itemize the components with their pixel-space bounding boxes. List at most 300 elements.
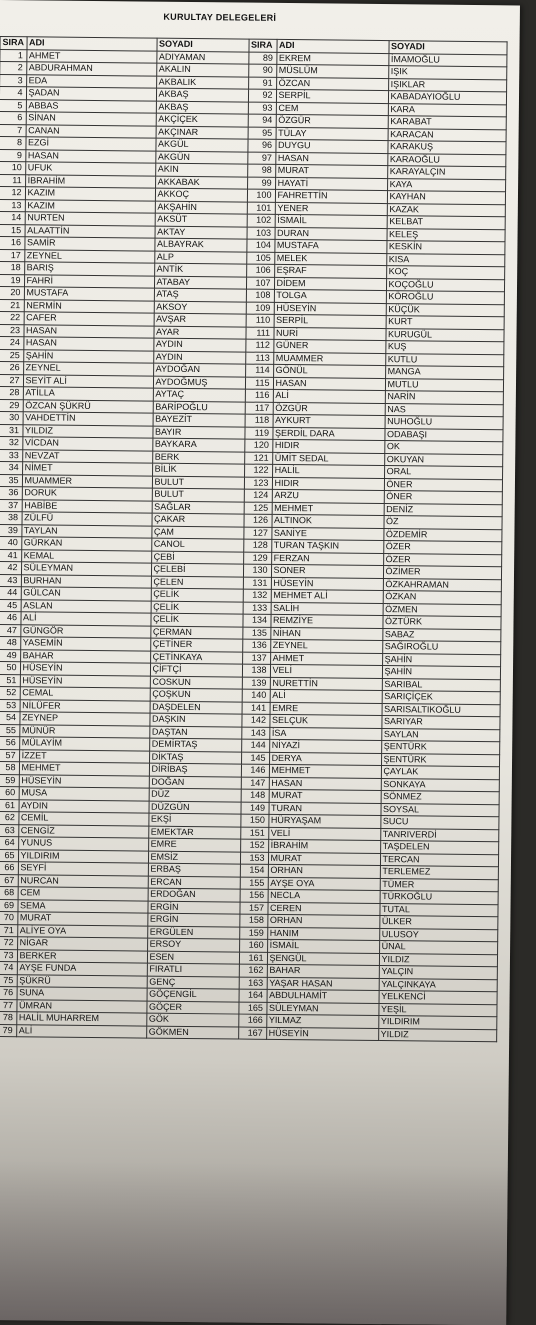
cell-no-right: 127	[243, 527, 271, 540]
cell-surname-right: SUCU	[380, 816, 498, 830]
cell-name-left: ŞÜKRÜ	[17, 974, 147, 988]
cell-no-right: 118	[245, 414, 273, 427]
cell-surname-left: DAŞDELEN	[150, 701, 242, 714]
cell-name-right: NURİ	[273, 327, 385, 341]
cell-name-right: ABDULHAMİT	[267, 989, 379, 1003]
cell-surname-left: DÜZGÜN	[149, 801, 241, 814]
cell-name-right: İSMAİL	[275, 214, 387, 228]
cell-name-right: ÖZGÜR	[276, 114, 388, 128]
cell-surname-left: BULUT	[152, 488, 244, 501]
cell-name-right: EMRE	[270, 702, 382, 716]
cell-name-right: MÜSLÜM	[276, 64, 388, 78]
cell-surname-left: EKŞİ	[148, 813, 240, 826]
cell-name-right: TOLGA	[274, 289, 386, 303]
cell-no-left: 75	[0, 974, 17, 987]
cell-no-left: 67	[0, 874, 18, 887]
cell-surname-left: ALBAYRAK	[154, 238, 246, 251]
cell-no-left: 27	[0, 374, 23, 387]
cell-no-left: 48	[0, 636, 20, 649]
cell-surname-left: AKKOÇ	[155, 188, 247, 201]
cell-name-right: MEHMET	[272, 502, 384, 516]
cell-name-right: İBRAHİM	[268, 839, 380, 853]
cell-surname-right: KESKİN	[386, 241, 504, 255]
cell-name-right: MEHMET	[269, 764, 381, 778]
cell-no-right: 153	[240, 852, 268, 865]
cell-surname-left: ANTİK	[154, 263, 246, 276]
cell-surname-right: ŞAHİN	[382, 653, 500, 667]
cell-name-right: ALTINOK	[272, 514, 384, 528]
cell-no-left: 7	[0, 124, 26, 137]
cell-name-right: CEREN	[267, 902, 379, 916]
cell-surname-left: AKŞAHİN	[155, 201, 247, 214]
cell-surname-right: KARABAT	[388, 116, 506, 130]
cell-no-left: 71	[0, 924, 17, 937]
cell-surname-right: SARIYAR	[381, 716, 499, 730]
cell-no-right: 143	[241, 727, 269, 740]
cell-surname-left: AYAR	[153, 326, 245, 339]
cell-surname-left: DİKTAŞ	[149, 751, 241, 764]
cell-surname-left: EMSİZ	[148, 851, 240, 864]
cell-no-left: 19	[0, 274, 24, 287]
cell-no-right: 114	[245, 364, 273, 377]
cell-name-left: YILDIRIM	[18, 849, 148, 863]
cell-name-left: MÜLAYİM	[19, 737, 149, 751]
cell-name-left: TAYLAN	[21, 524, 151, 538]
cell-name-left: VİCDAN	[22, 437, 152, 451]
cell-no-right: 116	[245, 389, 273, 402]
cell-no-left: 72	[0, 936, 17, 949]
cell-no-left: 34	[0, 461, 22, 474]
cell-no-right: 147	[241, 777, 269, 790]
cell-name-right: HÜRYAŞAM	[268, 814, 380, 828]
cell-surname-right: ÖZKAN	[383, 591, 501, 605]
cell-surname-left: ERGİN	[147, 913, 239, 926]
cell-no-left: 12	[0, 186, 25, 199]
cell-no-right: 128	[243, 539, 271, 552]
cell-name-left: ALİ	[20, 612, 150, 626]
cell-name-right: REMZİYE	[270, 614, 382, 628]
cell-name-left: GÜRKAN	[21, 537, 151, 551]
cell-name-left: MURAT	[17, 912, 147, 926]
cell-name-left: FAHRİ	[24, 274, 154, 288]
cell-no-left: 14	[0, 211, 25, 224]
cell-no-left: 56	[0, 736, 19, 749]
cell-name-left: SİNAN	[26, 112, 156, 126]
cell-no-right: 158	[239, 914, 267, 927]
cell-name-right: TURAN	[269, 802, 381, 816]
cell-name-right: HIDIR	[272, 439, 384, 453]
cell-no-left: 18	[0, 261, 24, 274]
cell-no-right: 138	[242, 664, 270, 677]
cell-name-right: ÜMİT SEDAL	[272, 452, 384, 466]
cell-name-right: HÜSEYİN	[271, 577, 383, 591]
cell-surname-right: TÜMER	[380, 878, 498, 892]
cell-no-left: 66	[0, 861, 18, 874]
cell-no-right: 104	[246, 239, 274, 252]
cell-surname-right: TUTAL	[379, 903, 497, 917]
cell-surname-left: ÇELEBİ	[151, 563, 243, 576]
cell-surname-right: TERLEMEZ	[380, 866, 498, 880]
cell-no-left: 70	[0, 911, 17, 924]
cell-name-right: EŞRAF	[274, 264, 386, 278]
cell-no-left: 29	[0, 399, 23, 412]
cell-name-left: ZEYNEL	[23, 362, 153, 376]
cell-name-left: CEM	[18, 887, 148, 901]
cell-name-left: MUSTAFA	[24, 287, 154, 301]
cell-no-left: 69	[0, 899, 18, 912]
cell-surname-left: ÇELİK	[151, 588, 243, 601]
cell-surname-left: ATABAY	[154, 276, 246, 289]
cell-name-left: UFUK	[25, 162, 155, 176]
cell-name-left: HASAN	[23, 337, 153, 351]
cell-no-right: 165	[238, 1002, 266, 1015]
cell-name-left: ZÜLFÜ	[22, 512, 152, 526]
cell-surname-right: ŞAHİN	[382, 666, 500, 680]
cell-surname-right: ORAL	[384, 466, 502, 480]
cell-no-right: 122	[244, 464, 272, 477]
cell-no-left: 44	[0, 586, 21, 599]
cell-surname-left: ADIYAMAN	[156, 51, 248, 64]
cell-surname-right: OK	[384, 441, 502, 455]
cell-name-left: YUNUS	[18, 837, 148, 851]
cell-surname-left: AKIN	[155, 163, 247, 176]
cell-surname-left: ÇELİK	[150, 613, 242, 626]
cell-no-left: 9	[0, 149, 25, 162]
cell-no-right: 162	[239, 964, 267, 977]
cell-no-left: 39	[0, 524, 22, 537]
cell-surname-right: KOÇOĞLU	[386, 278, 504, 292]
cell-no-left: 22	[0, 311, 24, 324]
cell-no-left: 37	[0, 499, 22, 512]
cell-name-right: ALİ	[270, 689, 382, 703]
cell-name-right: MUAMMER	[273, 352, 385, 366]
cell-no-right: 106	[246, 264, 274, 277]
cell-no-right: 91	[248, 77, 276, 90]
delegates-table	[0, 36, 507, 1042]
cell-no-right: 130	[243, 564, 271, 577]
cell-no-left: 35	[0, 474, 22, 487]
cell-no-right: 112	[245, 339, 273, 352]
cell-surname-left: ERDOĞAN	[148, 888, 240, 901]
cell-name-right: SANİYE	[271, 527, 383, 541]
cell-no-left: 10	[0, 161, 25, 174]
cell-surname-right: KÖROĞLU	[386, 291, 504, 305]
cell-name-left: İBRAHİM	[25, 174, 155, 188]
cell-no-left: 5	[0, 99, 26, 112]
header-surname-right: SOYADI	[388, 41, 506, 55]
cell-name-left: SUNA	[17, 987, 147, 1001]
cell-name-left: HABİBE	[22, 499, 152, 513]
cell-surname-right: TÜRKOĞLU	[380, 891, 498, 905]
cell-name-left: ALİYE OYA	[17, 924, 147, 938]
cell-name-left: MÜNÜR	[19, 724, 149, 738]
cell-surname-right: ÖZKAHRAMAN	[383, 578, 501, 592]
cell-no-left: 2	[0, 62, 26, 75]
cell-surname-left: BERK	[152, 451, 244, 464]
cell-no-right: 154	[240, 864, 268, 877]
cell-name-right: FERZAN	[271, 552, 383, 566]
cell-no-left: 78	[0, 1011, 16, 1024]
cell-surname-left: AKSÜT	[155, 213, 247, 226]
cell-surname-right: ÖZER	[383, 541, 501, 555]
cell-surname-left: AKTAY	[155, 226, 247, 239]
cell-name-right: GÜNER	[273, 339, 385, 353]
cell-name-right: SALİH	[271, 602, 383, 616]
cell-name-right: ORHAN	[268, 864, 380, 878]
cell-surname-right: ULUSOY	[379, 928, 497, 942]
cell-name-right: İSA	[269, 727, 381, 741]
cell-surname-left: ÇERMAN	[150, 626, 242, 639]
cell-surname-left: ÇAKAR	[152, 513, 244, 526]
cell-surname-left: ÇETİNKAYA	[150, 651, 242, 664]
cell-name-left: ALİ	[16, 1024, 146, 1038]
cell-no-left: 4	[0, 87, 26, 100]
cell-surname-left: AKBAŞ	[156, 101, 248, 114]
cell-no-left: 3	[0, 74, 26, 87]
cell-surname-right: KÜÇÜK	[386, 303, 504, 317]
cell-name-right: NECLA	[268, 889, 380, 903]
cell-surname-right: IŞIK	[388, 66, 506, 80]
cell-no-right: 90	[248, 64, 276, 77]
cell-surname-left: DAŞKIN	[149, 713, 241, 726]
cell-surname-left: BAYKARA	[152, 438, 244, 451]
cell-surname-right: KAYA	[387, 178, 505, 192]
cell-name-right: EKREM	[276, 52, 388, 66]
cell-surname-right: ÖNER	[384, 491, 502, 505]
cell-no-left: 55	[0, 724, 19, 737]
cell-no-left: 45	[0, 599, 21, 612]
cell-surname-right: İMAMOĞLU	[388, 53, 506, 67]
cell-surname-right: SARISALTIKOĞLU	[382, 703, 500, 717]
cell-no-right: 89	[248, 52, 276, 65]
cell-surname-left: AKALIN	[156, 63, 248, 76]
cell-surname-right: KARA	[388, 103, 506, 117]
cell-name-right: SONER	[271, 564, 383, 578]
cell-name-left: ATİLLA	[23, 387, 153, 401]
cell-name-right: ŞERDİL DARA	[272, 427, 384, 441]
cell-surname-left: ERGÜLEN	[147, 926, 239, 939]
cell-name-right: DURAN	[275, 227, 387, 241]
cell-surname-right: ÖZER	[383, 553, 501, 567]
cell-no-left: 77	[0, 999, 17, 1012]
cell-name-left: VAHDETTİN	[23, 412, 153, 426]
cell-surname-right: KABADAYIOĞLU	[388, 91, 506, 105]
cell-name-left: ZEYNEP	[19, 712, 149, 726]
cell-name-left: YASEMİN	[20, 637, 150, 651]
cell-no-right: 94	[248, 114, 276, 127]
cell-name-left: EDA	[26, 74, 156, 88]
cell-no-left: 46	[0, 611, 21, 624]
cell-no-right: 164	[239, 989, 267, 1002]
cell-name-left: CENGİZ	[18, 824, 148, 838]
cell-no-left: 49	[0, 649, 20, 662]
cell-surname-left: AKBAŞ	[156, 88, 248, 101]
cell-surname-left: ÇELEN	[151, 576, 243, 589]
cell-name-right: HÜSEYİN	[266, 1027, 378, 1041]
cell-no-left: 1	[0, 49, 27, 62]
cell-name-left: SEYİT ALİ	[23, 374, 153, 388]
cell-no-left: 53	[0, 699, 20, 712]
cell-surname-left: AKÇİÇEK	[156, 113, 248, 126]
cell-surname-left: GENÇ	[147, 976, 239, 989]
cell-surname-right: KARAYALÇIN	[387, 166, 505, 180]
cell-name-right: SÜLEYMAN	[266, 1002, 378, 1016]
cell-surname-right: ÖZ	[384, 516, 502, 530]
cell-no-right: 108	[246, 289, 274, 302]
cell-name-right: YENER	[275, 202, 387, 216]
cell-surname-left: AKÇINAR	[156, 126, 248, 139]
cell-no-left: 47	[0, 624, 20, 637]
cell-no-left: 24	[0, 336, 23, 349]
cell-surname-left: COSKUN	[150, 676, 242, 689]
cell-name-left: AYŞE FUNDA	[17, 962, 147, 976]
cell-surname-right: MANGA	[385, 366, 503, 380]
cell-name-left: SEYFİ	[18, 862, 148, 876]
cell-surname-left: ÇAM	[151, 526, 243, 539]
cell-name-right: HASAN	[273, 377, 385, 391]
cell-no-right: 119	[244, 427, 272, 440]
cell-no-right: 131	[243, 577, 271, 590]
cell-surname-right: SOYSAL	[380, 803, 498, 817]
cell-name-left: NİGAR	[17, 937, 147, 951]
cell-surname-right: TAŞDELEN	[380, 841, 498, 855]
cell-name-right: ŞENGÜL	[267, 952, 379, 966]
cell-surname-left: AKBALIK	[156, 76, 248, 89]
cell-no-right: 111	[245, 327, 273, 340]
cell-name-left: MUSA	[19, 787, 149, 801]
cell-name-left: SEMA	[17, 899, 147, 913]
cell-name-left: ÖZCAN ŞÜKRÜ	[23, 399, 153, 413]
page-title: KURULTAY DELEGELERİ	[163, 11, 277, 23]
cell-no-left: 16	[0, 236, 25, 249]
cell-name-left: ZEYNEL	[24, 249, 154, 263]
cell-surname-left: EMEKTAR	[148, 826, 240, 839]
cell-no-right: 132	[243, 589, 271, 602]
cell-no-left: 23	[0, 324, 24, 337]
cell-no-right: 98	[247, 164, 275, 177]
cell-name-left: SÜLEYMAN	[21, 562, 151, 576]
cell-no-left: 15	[0, 224, 25, 237]
cell-surname-right: ÖZTÜRK	[382, 616, 500, 630]
cell-name-left: KEMAL	[21, 549, 151, 563]
cell-name-right: CEM	[276, 102, 388, 116]
cell-surname-left: ALP	[154, 251, 246, 264]
cell-name-right: MEHMET ALİ	[271, 589, 383, 603]
header-surname-left: SOYADI	[156, 38, 248, 51]
cell-surname-left: AKSOY	[154, 301, 246, 314]
cell-surname-left: CANOL	[151, 538, 243, 551]
cell-surname-right: YELKENCİ	[379, 991, 497, 1005]
cell-no-left: 21	[0, 299, 24, 312]
cell-surname-left: ESEN	[147, 951, 239, 964]
cell-no-right: 145	[241, 752, 269, 765]
cell-surname-right: SONKAYA	[381, 778, 499, 792]
cell-no-left: 51	[0, 674, 20, 687]
cell-surname-left: AVŞAR	[154, 313, 246, 326]
cell-name-left: BARIŞ	[24, 262, 154, 276]
cell-name-right: HÜSEYİN	[274, 302, 386, 316]
cell-name-right: ORHAN	[267, 914, 379, 928]
cell-no-left: 38	[0, 511, 22, 524]
cell-surname-right: KURT	[386, 316, 504, 330]
cell-surname-right: DENİZ	[384, 503, 502, 517]
cell-no-right: 151	[240, 827, 268, 840]
cell-no-right: 136	[242, 639, 270, 652]
cell-no-right: 109	[246, 302, 274, 315]
cell-surname-right: SABAZ	[382, 628, 500, 642]
cell-no-left: 73	[0, 949, 17, 962]
cell-no-left: 54	[0, 711, 20, 724]
cell-name-right: MURAT	[269, 789, 381, 803]
cell-no-right: 123	[244, 477, 272, 490]
cell-surname-right: SAYLAN	[381, 728, 499, 742]
cell-surname-right: SARIÇİÇEK	[382, 691, 500, 705]
cell-no-left: 20	[0, 286, 24, 299]
cell-surname-right: KOÇ	[386, 266, 504, 280]
cell-surname-left: DÜZ	[149, 788, 241, 801]
cell-name-right: SERPİL	[276, 89, 388, 103]
cell-surname-right: TANRIVERDİ	[380, 828, 498, 842]
cell-name-right: ÖZCAN	[276, 77, 388, 91]
cell-no-right: 142	[241, 714, 269, 727]
cell-name-left: CAFER	[24, 312, 154, 326]
cell-name-left: HALİL MUHARREM	[16, 1012, 146, 1026]
cell-name-right: MURAT	[268, 852, 380, 866]
cell-name-left: NEVZAT	[22, 449, 152, 463]
cell-surname-left: SAĞLAR	[152, 501, 244, 514]
cell-name-left: GÜNGÖR	[20, 624, 150, 638]
cell-no-right: 141	[242, 702, 270, 715]
cell-name-right: GÖNÜL	[273, 364, 385, 378]
cell-name-left: ŞAHİN	[23, 349, 153, 363]
cell-name-left: ALAATTİN	[25, 224, 155, 238]
cell-no-right: 95	[248, 127, 276, 140]
cell-surname-left: AKKABAK	[155, 176, 247, 189]
cell-surname-right: SARIBAL	[382, 678, 500, 692]
cell-surname-left: ERBAŞ	[148, 863, 240, 876]
cell-surname-left: BARİPOĞLU	[153, 401, 245, 414]
cell-surname-right: KARAOĞLU	[387, 153, 505, 167]
cell-surname-left: ERCAN	[148, 876, 240, 889]
cell-name-right: BAHAR	[267, 964, 379, 978]
cell-surname-left: ÇEBİ	[151, 551, 243, 564]
cell-name-left: KAZIM	[25, 199, 155, 213]
cell-surname-left: ÇOŞKUN	[150, 688, 242, 701]
cell-no-left: 68	[0, 886, 18, 899]
cell-no-left: 33	[0, 449, 22, 462]
cell-name-left: BURHAN	[21, 574, 151, 588]
cell-no-left: 64	[0, 836, 18, 849]
cell-surname-right: ŞENTÜRK	[381, 753, 499, 767]
cell-surname-right: OKUYAN	[384, 453, 502, 467]
cell-name-right: TURAN TAŞKIN	[271, 539, 383, 553]
cell-no-left: 36	[0, 486, 22, 499]
cell-surname-left: DOĞAN	[149, 776, 241, 789]
cell-no-left: 11	[0, 174, 25, 187]
cell-name-right: TÜLAY	[276, 127, 388, 141]
cell-no-left: 50	[0, 661, 20, 674]
cell-name-right: SELÇUK	[269, 714, 381, 728]
cell-surname-right: SAĞIROĞLU	[382, 641, 500, 655]
cell-name-right: NİHAN	[270, 627, 382, 641]
cell-surname-right: YALÇINKAYA	[379, 978, 497, 992]
cell-surname-left: GÖKMEN	[146, 1026, 238, 1039]
cell-no-left: 52	[0, 686, 20, 699]
cell-no-left: 25	[0, 349, 23, 362]
cell-name-right: AHMET	[270, 652, 382, 666]
cell-surname-left: AKGÜN	[155, 151, 247, 164]
cell-no-right: 156	[240, 889, 268, 902]
